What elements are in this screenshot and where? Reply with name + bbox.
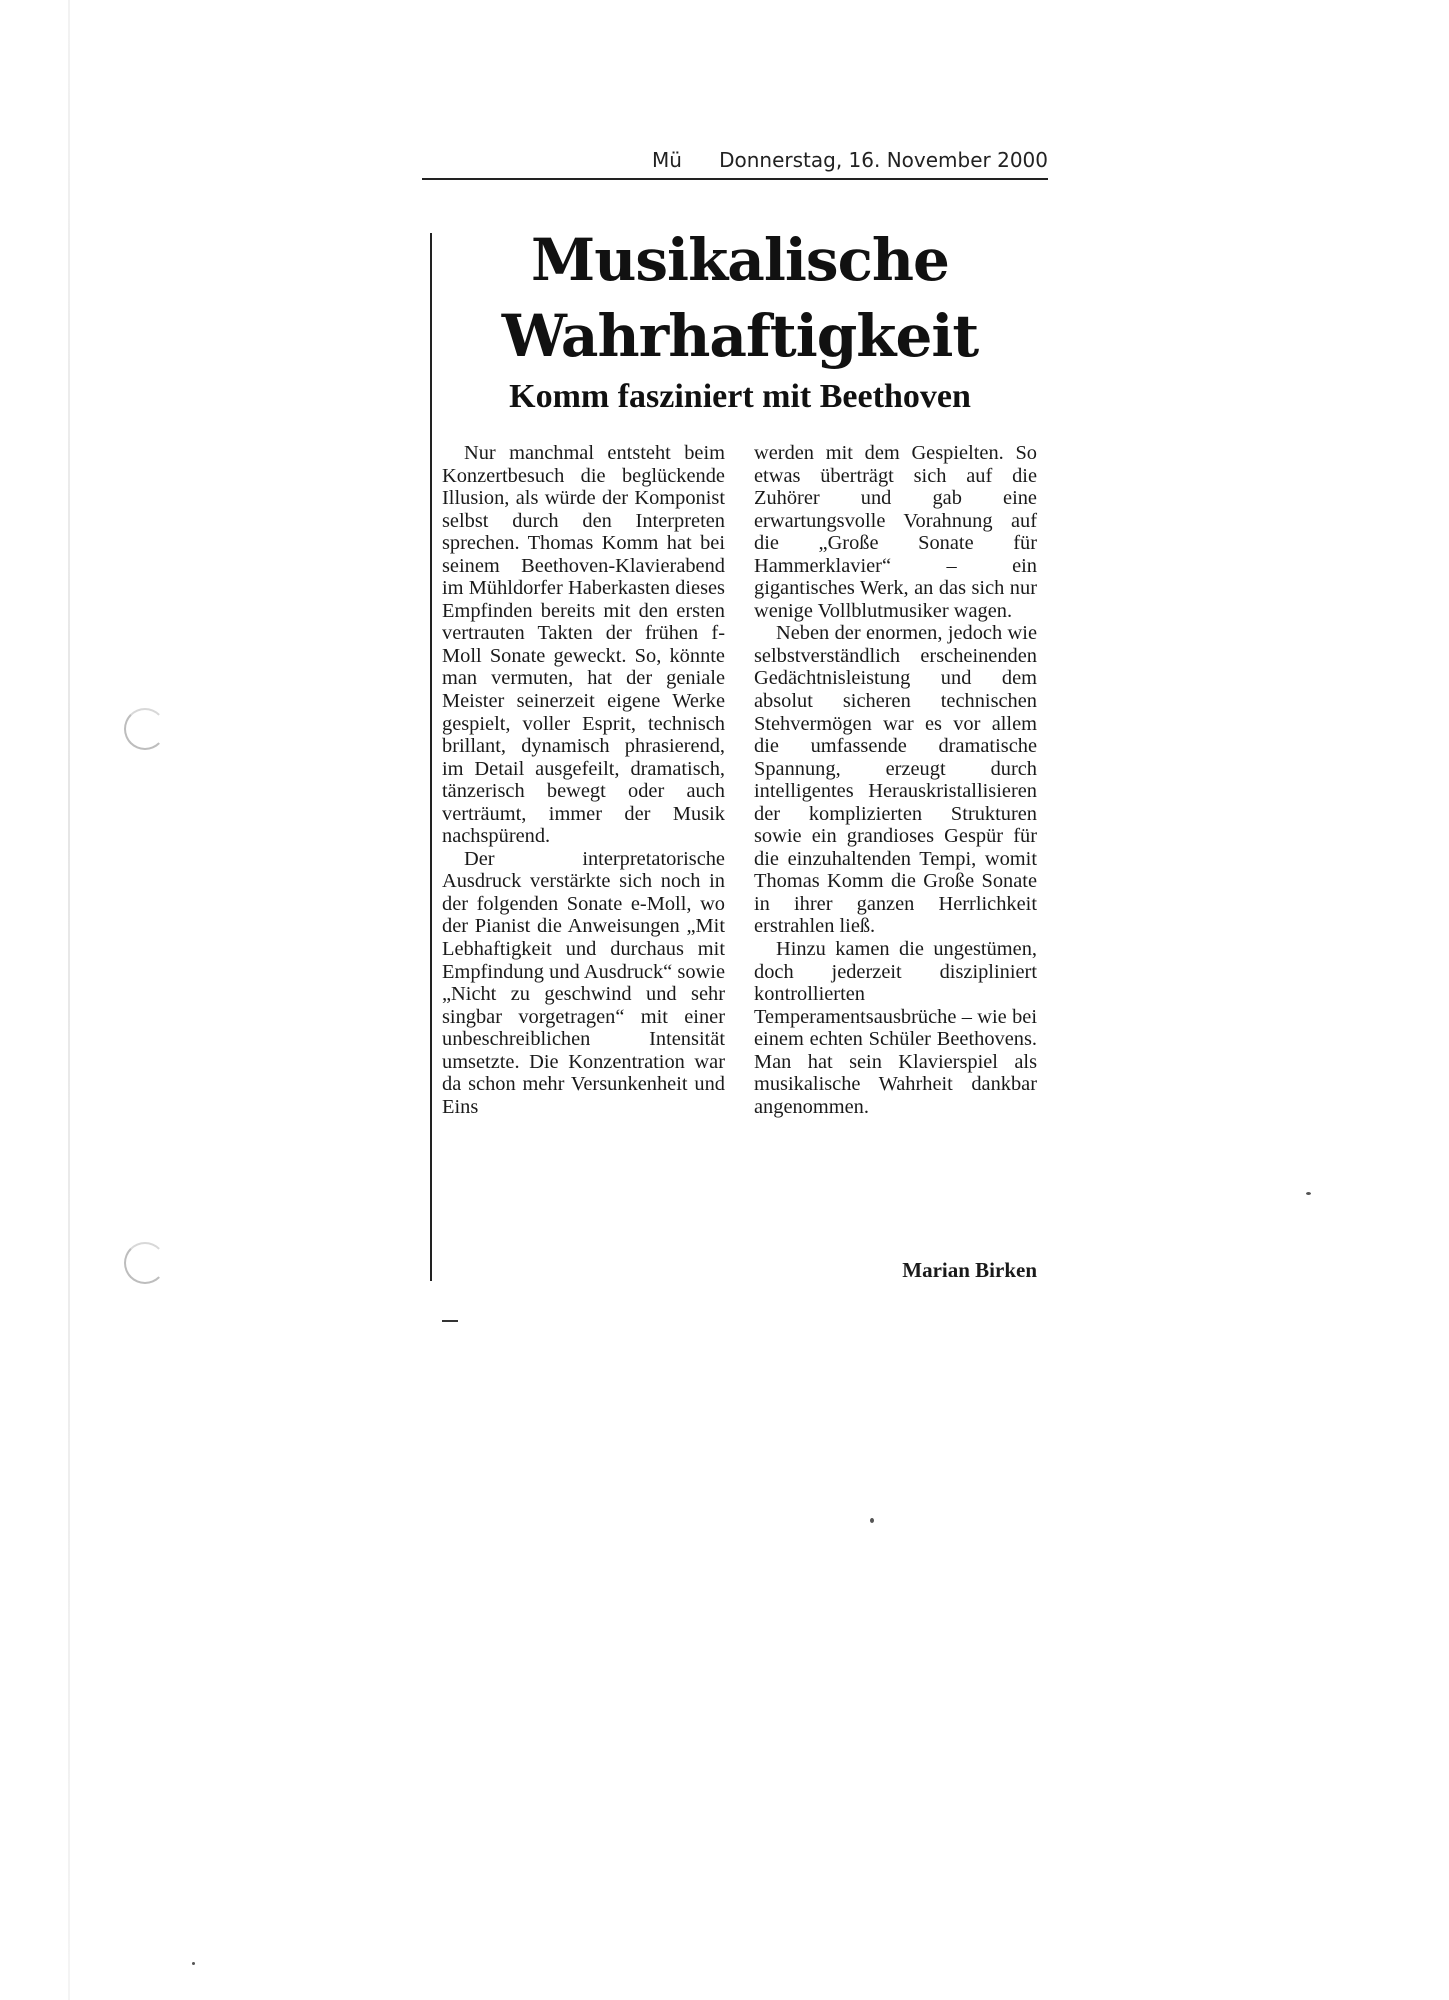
body-paragraph: Der interpretatorische Ausdruck verstärkte sich noch in der folgenden Sonate e-Moll, wo der Pianist die Anweisungen „Mit Lebhaftigkeit und durchaus mit Empfindung und Ausdruck“ sowie „Nicht zu geschwind und sehr singbar vorgetragen“ mit einer unbeschreiblichen Intensität umsetzte. Die Konzentration war da schon mehr Versunkenheit und Eins — [442, 847, 725, 1118]
article-column-right — [754, 442, 1037, 1118]
body-paragraph: Neben der enormen, jedoch wie selbstverständlich erscheinenden Gedächtnisleistung und dem absolut sicheren technischen Stehvermögen war es vor allem die umfassende dramatische Spannung, erzeugt durch intelligentes Herauskristallisieren der komplizierten Strukturen sowie ein grandioses Gespür für die einzuhaltenden Tempi, womit Thomas Komm die Große Sonate in ihrer ganzen Herrlichkeit erstrahlen ließ. — [754, 622, 1037, 938]
scan-speck — [192, 1962, 195, 1965]
headline-line: Wahrhaftigkeit — [501, 302, 979, 370]
article-column-left — [442, 442, 725, 1118]
scan-edge-shadow — [68, 0, 70, 2000]
author-byline: Marian Birken — [902, 1258, 1037, 1282]
headline — [432, 222, 1048, 374]
body-paragraph: Hinzu kamen die ungestümen, doch jederzeit diszipliniert kontrollierten Temperamentsausbrüche – wie bei einem echten Schüler Beethovens. Man hat sein Klavierspiel als musikalische Wahrheit dankbar angenommen. — [754, 938, 1037, 1118]
headline-line: Musikalische — [531, 226, 949, 294]
header-divider — [422, 178, 1048, 180]
scan-speck — [870, 1518, 874, 1523]
body-paragraph: werden mit dem Gespielten. So etwas überträgt sich auf die Zuhörer und gab eine erwartungsvolle Vorahnung auf die „Große Sonate für Hammerklavier“ – ein gigantisches Werk, an das sich nur wenige Vollblutmusiker wagen. — [754, 442, 1037, 622]
end-mark — [442, 1320, 458, 1322]
punch-hole-mark — [124, 708, 166, 750]
body-paragraph: Nur manchmal entsteht beim Konzertbesuch die beglückende Illusion, als würde der Komponist selbst durch den Interpreten sprechen. Thomas Komm hat bei seinem Beethoven-Klavierabend im Mühldorfer Haberkasten dieses Empfinden bereits mit den ersten vertrauten Takten der frühen f-Moll Sonate geweckt. So, könnte man vermuten, hat der geniale Meister seinerzeit eigene Werke gespielt, voller Esprit, technisch brillant, dynamisch phrasierend, im Detail ausgefeilt, dramatisch, tänzerisch bewegt oder auch verträumt, immer der Musik nachspürend. — [442, 442, 725, 848]
punch-hole-mark — [124, 1242, 166, 1284]
subheadline: Komm fasziniert mit Beethoven — [509, 378, 971, 415]
issue-date: Donnerstag, 16. November 2000 — [719, 148, 1048, 172]
section-label: Mü — [652, 148, 682, 172]
scan-speck — [1306, 1192, 1311, 1195]
